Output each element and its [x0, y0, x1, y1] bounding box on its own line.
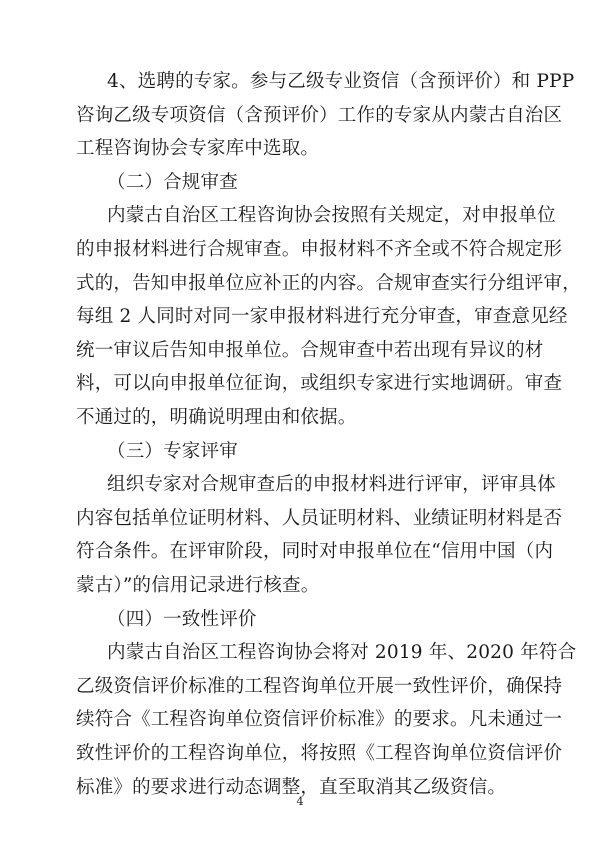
- text-line: 式的，告知申报单位应补正的内容。合规审查实行分组评审，: [76, 273, 581, 294]
- text-line: 蒙古）”的信用记录进行核查。: [76, 575, 320, 596]
- text-line: 符合条件。在评审阶段，同时对申报单位在“信用中国（内: [76, 541, 554, 562]
- text-line: 料，可以向申报单位征询，或组织专家进行实地调研。审查: [76, 373, 563, 394]
- text-line: 4、选聘的专家。参与乙级专业资信（含预评价）和 PPP: [107, 71, 575, 92]
- text-line: 内蒙古自治区工程咨询协会按照有关规定，对申报单位: [107, 205, 556, 226]
- text-line: 内蒙古自治区工程咨询协会将对 2019 年、2020 年符合: [107, 642, 577, 663]
- text-line: 乙级资信评价标准的工程咨询单位开展一致性评价，确保持: [76, 676, 563, 697]
- text-line: 不通过的，明确说明理由和依据。: [76, 407, 357, 428]
- text-line: 的申报材料进行合规审查。申报材料不齐全或不符合规定形: [76, 239, 563, 260]
- text-line: 统一审议后告知申报单位。合规审查中若出现有异议的材: [76, 340, 544, 361]
- text-line: 组织专家对合规审查后的申报材料进行评审，评审具体: [107, 474, 556, 495]
- text-line: 咨询乙级专项资信（含预评价）工作的专家从内蒙古自治区: [76, 105, 563, 126]
- section-heading: （三）专家评审: [107, 441, 238, 462]
- text-line: 每组 2 人同时对同一家申报材料进行充分审查，审查意见经: [76, 306, 568, 327]
- text-line: 工程咨询协会专家库中选取。: [76, 138, 320, 159]
- text-line: 致性评价的工程咨询单位，将按照《工程咨询单位资信评价: [76, 743, 563, 764]
- section-heading: （二）合规审查: [107, 172, 238, 193]
- page-number: 4: [296, 795, 304, 808]
- section-heading: （四）一致性评价: [107, 609, 257, 630]
- text-line: 标准》的要求进行动态调整，直至取消其乙级资信。: [76, 777, 507, 798]
- text-line: 内容包括单位证明材料、人员证明材料、业绩证明材料是否: [76, 508, 563, 529]
- text-line: 续符合《工程咨询单位资信评价标准》的要求。凡未通过一: [76, 709, 563, 730]
